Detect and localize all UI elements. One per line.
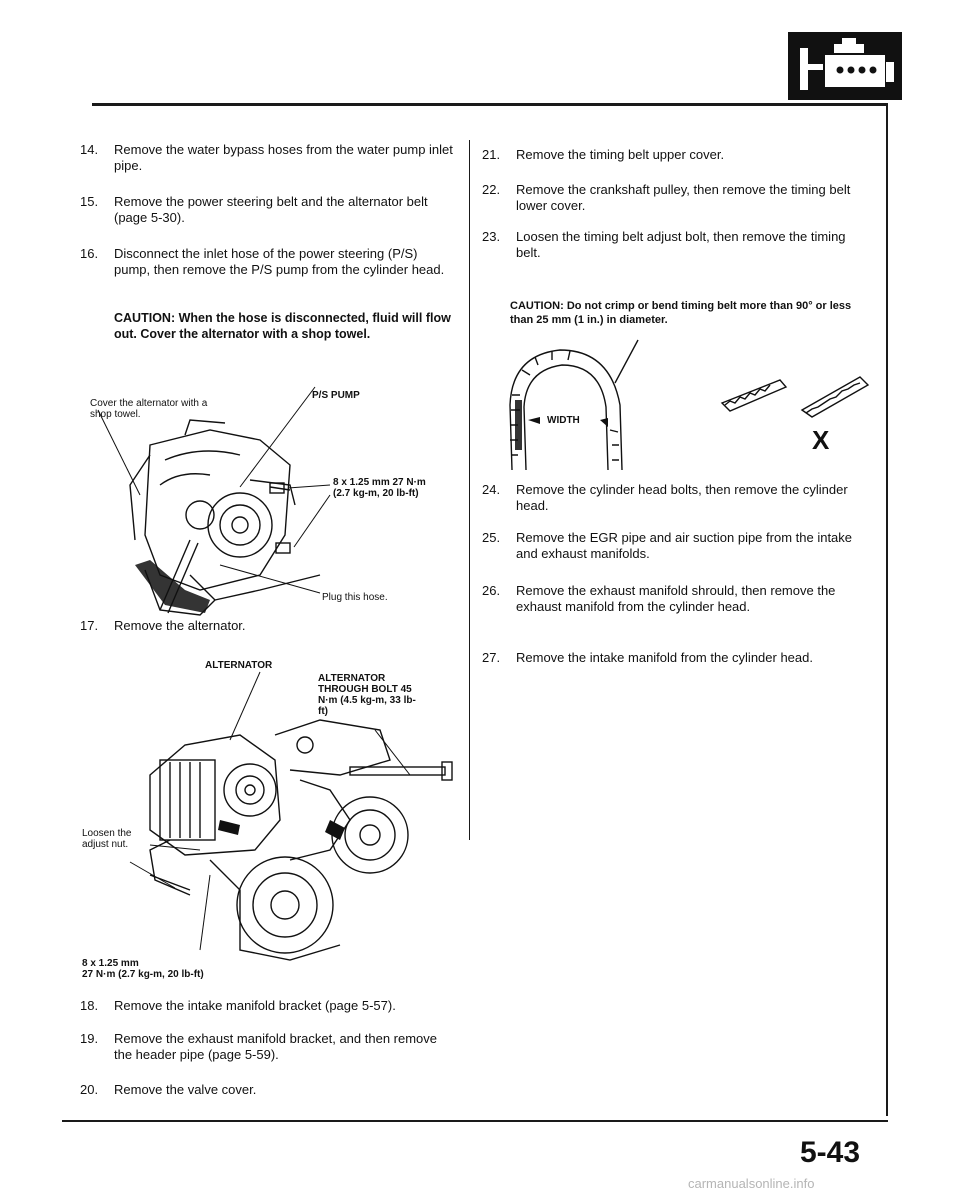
- step-text: Remove the power steering belt and the alternator belt (page 5-30).: [114, 194, 428, 225]
- engine-block-icon: [788, 32, 902, 100]
- step-number: 27.: [482, 650, 501, 665]
- alternator-through-bolt-label: ALTERNATOR THROUGH BOLT 45 N·m (4.5 kg-m, 33 lb-ft): [318, 673, 416, 717]
- step-text: Remove the timing belt upper cover.: [516, 147, 725, 162]
- step-text: Loosen the timing belt adjust bolt, then remove the timing belt.: [516, 229, 846, 260]
- incorrect-x-mark: X: [812, 425, 830, 455]
- step-number: 26.: [482, 583, 501, 598]
- step-number: 25.: [482, 530, 501, 545]
- step-number: 19.: [80, 1031, 99, 1046]
- page-number: 5-43: [800, 1136, 861, 1169]
- alternator-bolt-spec-1: 8 x 1.25 mm: [82, 958, 139, 969]
- cover-alternator-label: Cover the alternator with a shop towel.: [90, 398, 208, 420]
- ps-pump-label: P/S PUMP: [312, 390, 360, 401]
- step-number: 23.: [482, 229, 501, 244]
- step-number: 24.: [482, 482, 501, 497]
- step-number: 20.: [80, 1082, 99, 1097]
- alternator-label: ALTERNATOR: [205, 660, 273, 671]
- step-text: Remove the cylinder head bolts, then remove the cylinder head.: [516, 482, 848, 513]
- step-text: Remove the intake manifold bracket (page 5-57).: [114, 998, 396, 1013]
- step-number: 22.: [482, 182, 501, 197]
- step-number: 16.: [80, 246, 99, 261]
- step-text: Remove the valve cover.: [114, 1082, 257, 1097]
- belt-width-label: WIDTH: [547, 415, 580, 426]
- caution-right: CAUTION: Do not crimp or bend timing belt more than 90° or less than 25 mm (1 in.) in diameter.: [510, 300, 852, 326]
- ps-bolt-spec-label: 8 x 1.25 mm 27 N·m (2.7 kg-m, 20 lb-ft): [333, 477, 426, 499]
- step-text: Remove the crankshaft pulley, then remove the timing belt lower cover.: [516, 182, 851, 213]
- header-rule: [92, 103, 888, 106]
- step-number: 17.: [80, 618, 99, 633]
- watermark: carmanualsonline.info: [688, 1176, 815, 1191]
- step-text: Remove the alternator.: [114, 618, 246, 633]
- step-text: Remove the exhaust manifold bracket, and then remove the header pipe (page 5-59).: [114, 1031, 438, 1062]
- step-number: 21.: [482, 147, 501, 162]
- step-text: Remove the intake manifold from the cylinder head.: [516, 650, 813, 665]
- alternator-bolt-spec-2: 27 N·m (2.7 kg-m, 20 lb-ft): [82, 969, 204, 980]
- step-text: Remove the EGR pipe and air suction pipe from the intake and exhaust manifolds.: [516, 530, 853, 561]
- step-number: 18.: [80, 998, 99, 1013]
- loosen-adjust-nut-label: Loosen the adjust nut.: [82, 828, 132, 850]
- frame-right-rule: [886, 106, 888, 1116]
- step-number: 15.: [80, 194, 99, 209]
- caution-left: CAUTION: When the hose is disconnected, fluid will flow out. Cover the alternator with a shop towel.: [114, 311, 451, 341]
- step-text: Disconnect the inlet hose of the power steering (P/S) pump, then remove the P/S pump from the cylinder head.: [114, 246, 445, 277]
- step-number: 14.: [80, 142, 99, 157]
- step-text: Remove the exhaust manifold shrould, then remove the exhaust manifold from the cylinder head.: [516, 583, 836, 614]
- section-logo: [788, 32, 902, 100]
- footer-rule: [62, 1120, 888, 1122]
- step-text: Remove the water bypass hoses from the water pump inlet pipe.: [114, 142, 453, 173]
- plug-hose-label: Plug this hose.: [322, 592, 388, 603]
